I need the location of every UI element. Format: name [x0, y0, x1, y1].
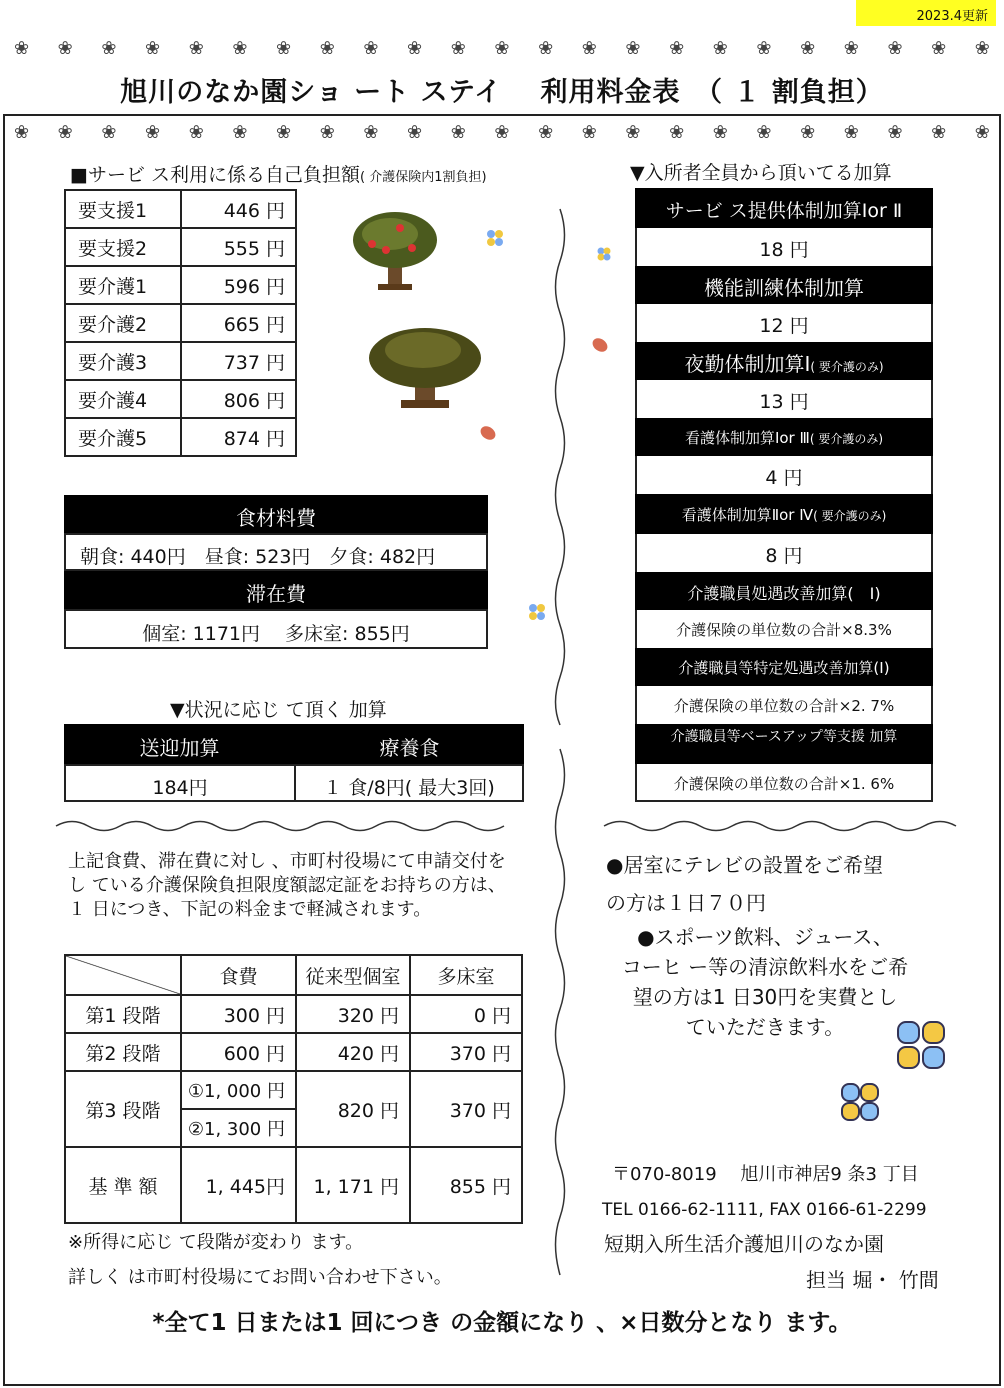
care-price: 806 円: [181, 380, 296, 418]
standard-multi: 855 円: [410, 1147, 522, 1223]
stage-multi: 0 円: [410, 995, 522, 1033]
flower-icon: [485, 228, 505, 248]
apple-tree-icon: [350, 210, 445, 295]
food-cost-value: 朝食: 440円 昼食: 523円 夕食: 482円: [64, 533, 488, 571]
table-row: [65, 995, 522, 1033]
inquiry-note: 詳しく は市町村役場にてお問い合わせ下さい。: [68, 1267, 452, 1288]
care-price: 596 円: [181, 266, 296, 304]
stage-food-option-1: ①1, 000 円: [181, 1071, 296, 1109]
addon-value: 4 円: [635, 456, 933, 494]
header-multi-room: 多床室: [410, 955, 522, 995]
addon-value: 介護保険の単位数の合計×1. 6%: [635, 764, 933, 802]
flower-icon: [840, 1082, 880, 1122]
drink-note: [600, 922, 930, 1042]
flower-icon: [527, 602, 547, 622]
standard-label: 基 準 額: [65, 1147, 181, 1223]
stage-label: 第1 段階: [65, 995, 181, 1033]
tree-icon: [365, 322, 485, 412]
flower-icon: [596, 246, 612, 262]
addon-value: 12 円: [635, 304, 933, 342]
drink-note-line: ●スポーツ飲料、ジュース、: [637, 925, 893, 949]
addon-value: 13 円: [635, 380, 933, 418]
reduction-note: 上記食費、滞在費に対し 、市町村役場にて申請交付をし ている介護保険負担限度額認定証をお持ちの方は、１ 日につき、下記の料金まで軽減されます。: [68, 851, 506, 920]
leaf-icon: [478, 423, 498, 443]
income-note: ※所得に応じ て段階が変わり ます。: [68, 1232, 364, 1253]
care-price: 446 円: [181, 190, 296, 228]
self-pay-table: [64, 189, 297, 457]
vine-divider-icon: [52, 815, 522, 837]
vine-vertical-icon: [545, 205, 575, 730]
addon-name: 介護職員処遇改善加算( Ⅰ): [635, 572, 933, 610]
addon-name: 介護職員等特定処遇改善加算(Ⅰ): [635, 648, 933, 686]
contact-address: 〒070-8019 旭川市神居9 条3 丁目: [612, 1164, 919, 1185]
table-row: [65, 190, 296, 228]
stay-cost-header: 滞在費: [64, 571, 488, 609]
stage-multi: 370 円: [410, 1071, 522, 1147]
care-level: 要介護2: [65, 304, 181, 342]
contact-staff: 担当 堀・ 竹間: [806, 1268, 939, 1292]
care-level: 要支援1: [65, 190, 181, 228]
stage-label: 第3 段階: [65, 1071, 181, 1147]
table-row: [65, 1147, 522, 1223]
table-row: [65, 380, 296, 418]
addon-name-row: [635, 494, 933, 534]
pickup-value: 184円: [64, 764, 296, 802]
addon-name: サービ ス提供体制加算Ⅰor Ⅱ: [635, 188, 933, 228]
stage-food: 300 円: [181, 995, 296, 1033]
situational-heading: ▼状況に応じ て頂く 加算: [170, 699, 387, 721]
therapeutic-meal-value: １ 食/8円( 最大3回): [294, 764, 524, 802]
addon-name-note: ( 要介護のみ): [813, 509, 887, 523]
vine-vertical-icon: [545, 745, 575, 1280]
table-row: [65, 342, 296, 380]
drink-note-line: 望の方は1 日30円を実費とし: [632, 985, 898, 1009]
care-price: 874 円: [181, 418, 296, 456]
stage-private: 420 円: [296, 1033, 410, 1071]
decorative-swirl-row-inner: ❀ ❀ ❀ ❀ ❀ ❀ ❀ ❀ ❀ ❀ ❀ ❀ ❀ ❀ ❀ ❀ ❀ ❀ ❀ ❀ ❀ ❀ ❀: [14, 122, 990, 143]
stage-private: 820 円: [296, 1071, 410, 1147]
tv-note-line: の方は１日７０円: [606, 891, 766, 915]
self-pay-heading-note: ( 介護保険内1割負担): [360, 170, 487, 185]
reduction-table: [64, 954, 523, 1224]
self-pay-heading-text: ■サービ ス利用に係る自己負担額: [70, 164, 360, 186]
self-pay-heading: [70, 160, 487, 187]
addon-name: 夜勤体制加算Ⅰ: [684, 352, 811, 376]
addon-name-note: ( 要介護のみ): [810, 360, 884, 374]
care-price: 555 円: [181, 228, 296, 266]
addon-name-note: ( 要介護のみ): [809, 432, 884, 446]
header-food: 食費: [181, 955, 296, 995]
stage-private: 320 円: [296, 995, 410, 1033]
drink-note-line: コーヒ ー等の清涼飲料水をご希: [621, 955, 909, 979]
addon-value: 8 円: [635, 534, 933, 572]
addon-name-row: [635, 418, 933, 456]
stage-food: 600 円: [181, 1033, 296, 1071]
care-price: 665 円: [181, 304, 296, 342]
contact-facility: 短期入所生活介護旭川のなか園: [604, 1232, 884, 1256]
care-level: 要介護3: [65, 342, 181, 380]
header-private-room: 従来型個室: [296, 955, 410, 995]
footer-note: *全て1 日または1 回につき の金額になり 、×日数分となり ます。: [152, 1310, 852, 1336]
addon-name: 看護体制加算Ⅰor Ⅲ: [684, 429, 810, 447]
table-header-row: [65, 955, 522, 995]
table-row: [65, 304, 296, 342]
table-row: [65, 1071, 522, 1109]
addon-name: 介護職員等ベースアップ等支援 加算: [635, 724, 933, 764]
stay-cost-value: 個室: 1171円 多床室: 855円: [64, 609, 488, 649]
diagonal-header-cell: [65, 955, 181, 995]
addon-name: 機能訓練体制加算: [635, 266, 933, 304]
leaf-icon: [590, 335, 610, 355]
addon-name: 看護体制加算Ⅱor Ⅳ: [681, 506, 814, 524]
pickup-header: 送迎加算: [64, 724, 295, 764]
table-row: [65, 1033, 522, 1071]
drink-note-line: ていただきます。: [685, 1015, 845, 1039]
standard-food: 1, 445円: [181, 1147, 296, 1223]
table-row: [65, 228, 296, 266]
page-title: 旭川のなか園ショ ート ステイ 利用料金表 （ １ 割負担）: [120, 77, 884, 108]
decorative-swirl-row-top: ❀ ❀ ❀ ❀ ❀ ❀ ❀ ❀ ❀ ❀ ❀ ❀ ❀ ❀ ❀ ❀ ❀ ❀ ❀ ❀ ❀ ❀ ❀: [14, 38, 990, 59]
tv-note-line: ●居室にテレビの設置をご希望: [606, 853, 884, 877]
care-level: 要介護4: [65, 380, 181, 418]
addon-value: 介護保険の単位数の合計×8.3%: [635, 610, 933, 648]
food-cost-header: 食材料費: [64, 495, 488, 533]
addon-value: 介護保険の単位数の合計×2. 7%: [635, 686, 933, 724]
table-row: [65, 418, 296, 456]
flower-icon: [896, 1020, 946, 1070]
stage-multi: 370 円: [410, 1033, 522, 1071]
contact-tel: TEL 0166-62-1111, FAX 0166-61-2299: [602, 1200, 927, 1220]
updated-badge: 2023.4更新: [856, 0, 996, 26]
care-level: 要介護5: [65, 418, 181, 456]
standard-private: 1, 171 円: [296, 1147, 410, 1223]
table-row: [65, 266, 296, 304]
addon-value: 18 円: [635, 228, 933, 266]
stage-label: 第2 段階: [65, 1033, 181, 1071]
therapeutic-meal-header: 療養食: [295, 724, 524, 764]
all-residents-heading: ▼入所者全員から頂いてる加算: [630, 162, 892, 184]
tv-note: [606, 846, 883, 922]
care-price: 737 円: [181, 342, 296, 380]
addon-name-row: [635, 342, 933, 380]
stage-food-option-2: ②1, 300 円: [181, 1109, 296, 1147]
care-level: 要介護1: [65, 266, 181, 304]
care-level: 要支援2: [65, 228, 181, 266]
vine-divider-icon: [600, 815, 965, 837]
